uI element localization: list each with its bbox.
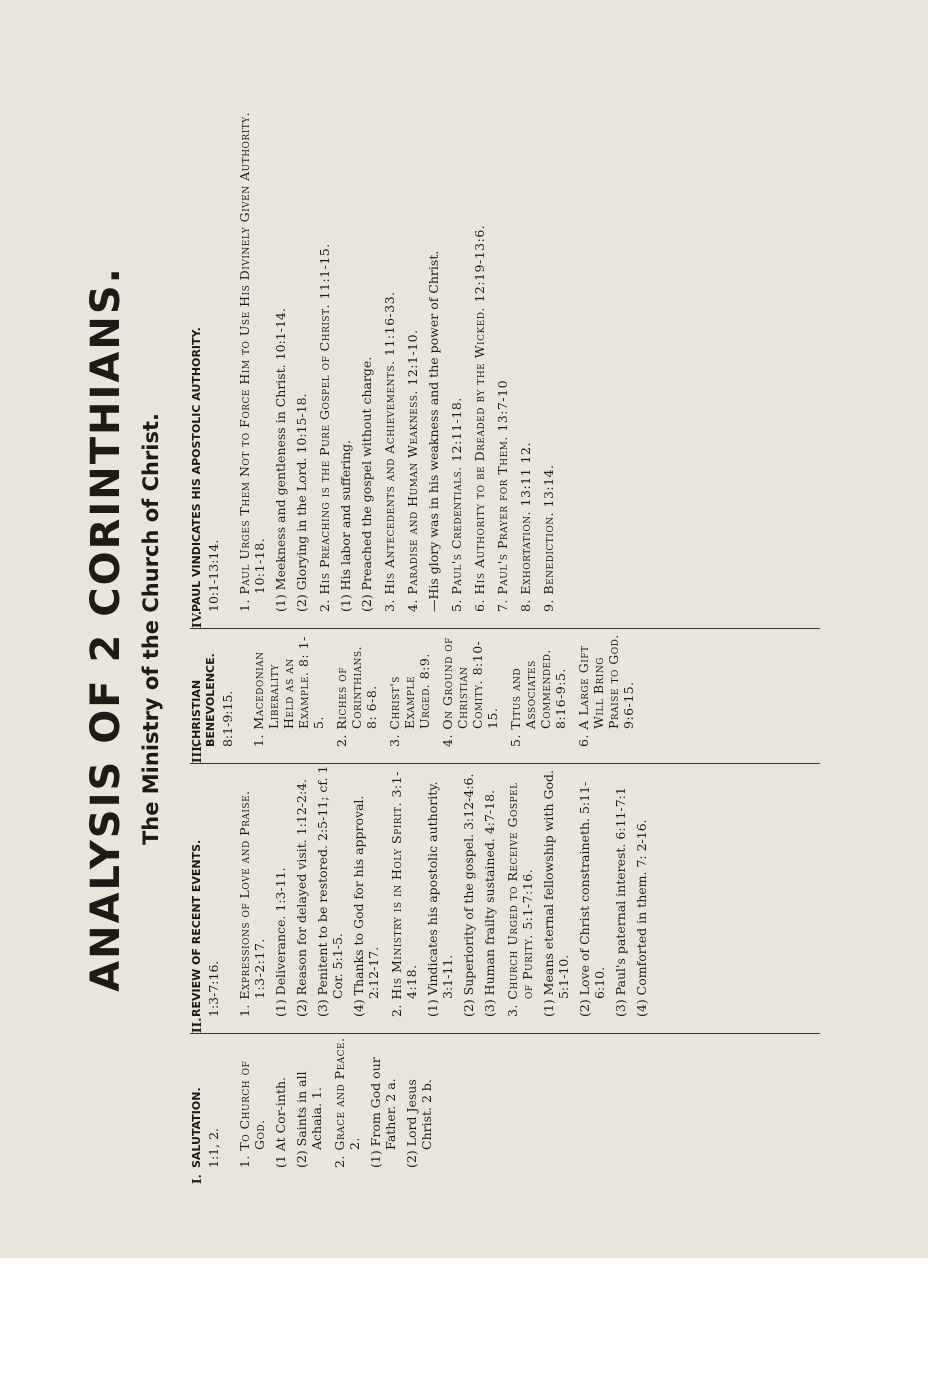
section-item: (2) Love of Christ constraineth. 5:11-6:10. [577, 781, 607, 1017]
column-salutation [190, 1034, 820, 1184]
section-item: (1 At Cor-inth. [273, 1077, 288, 1168]
outline-section [237, 1034, 324, 1168]
outline-section [405, 74, 441, 612]
section-item: (1) Means eternal fellowship with God. 5:1-10. [541, 770, 571, 1017]
outline-section [317, 74, 374, 612]
outline-section [505, 764, 649, 1017]
section-label: 5. Paul's Credentials. 12:11-18. [449, 397, 464, 612]
section-item: —His glory was in his weakness and the power of Christ. [426, 250, 441, 612]
rotated-page [80, 74, 820, 1184]
column-reference: 1:1, 2. [206, 1128, 221, 1168]
outline-section [576, 629, 636, 747]
section-item: (3) Paul's paternal interest. 6:11-7:1 [613, 787, 628, 1017]
column-reference: 10:1-13:14. [206, 539, 221, 612]
section-label: 4. On Ground of Christian Comity. 8:10-15. [440, 637, 500, 747]
section-label: 2. His Preaching is the Pure Gospel of Christ. 11:1-15. [317, 243, 332, 612]
outline-section [251, 629, 326, 747]
column-review [190, 764, 820, 1034]
outline-section [237, 74, 309, 612]
column-number: II. [190, 1017, 204, 1033]
section-item: (1) His labor and suffering. [338, 439, 353, 612]
column-number: I. [190, 1174, 204, 1184]
section-item: (1) Meekness and gentleness in Christ. 10:1-14. [273, 308, 288, 612]
outline-section [334, 629, 379, 747]
section-label: 3. Church Urged to Receive Gospel of Purity. 5:1-7:16. [505, 782, 535, 1017]
outline-section [382, 74, 397, 612]
column-heading: REVIEW OF RECENT EVENTS. [190, 839, 203, 1017]
outline-section [332, 1034, 434, 1168]
section-item: (2) Reason for delayed visit. 1:12-2:4. [294, 778, 309, 1017]
section-item: (2) Preached the gospel without charge. [359, 356, 374, 612]
outline-section [237, 764, 381, 1017]
section-label: 1. Macedonian Liberality Held as an Example. 8: 1-5. [251, 636, 326, 747]
section-label: 1. Paul Urges Them Not to Force Him to Use His Divinely Given Authority. 10:1-18. [237, 111, 267, 612]
section-item: (1) Deliverance. 1:3-11. [273, 867, 288, 1017]
page-subtitle: The Ministry of the Church of Christ. [139, 412, 163, 846]
section-item: (2) Superiority of the gospel. 3:12-4:6. [461, 773, 476, 1017]
section-item: (2) Lord Jesus Christ. 2 b. [404, 1079, 434, 1168]
column-heading: CHRISTIAN BENEVOLENCE. [190, 653, 217, 747]
section-item: (4) Comforted in them. 7: 2-16. [634, 819, 649, 1017]
section-label: 7. Paul's Prayer for Them. 13:7-10 [495, 379, 510, 612]
section-item: (3) Human frailty sustained. 4:7-18. [482, 789, 497, 1017]
section-item: (3) Penitent to be restored. 2:5-11; cf. 1 Cor. 5:1-5. [315, 765, 345, 1017]
section-item: (4) Thanks to God for his approval. 2:12-17. [351, 795, 381, 1017]
column-heading: PAUL VINDICATES HIS APOSTOLIC AUTHORITY. [190, 327, 203, 612]
outline-section [472, 74, 487, 612]
outline-section [440, 629, 500, 747]
section-item: (2) Saints in all Achaia. 1. [294, 1071, 324, 1168]
section-label: 6. His Authority to be Dreaded by the Wicked. 12:19-13:6. [472, 224, 487, 612]
outline-section [495, 74, 510, 612]
section-label: 1. Expressions of Love and Praise. 1:3-2:17. [237, 790, 267, 1017]
outline-section [387, 629, 432, 747]
section-label: 3. Christ's Example Urged. 8:9. [387, 653, 432, 747]
column-heading: SALUTATION. [190, 1087, 203, 1168]
outline-columns [190, 74, 820, 1184]
section-label: 8. Exhortation. 13:11 12. [518, 442, 533, 612]
column-reference: 1:3-7:16. [206, 960, 221, 1017]
column-number: III. [190, 741, 204, 763]
outline-section [508, 629, 568, 747]
section-label: 2. Grace and Peace. 2. [332, 1037, 362, 1168]
column-reference: 8:1-9:15. [220, 690, 235, 747]
column-vindication [190, 74, 820, 629]
outline-section [389, 764, 497, 1017]
section-label: 2. Riches of Corinthians. 8: 6-8. [334, 645, 379, 747]
section-item: (1) From God our Father. 2 a. [368, 1057, 398, 1168]
section-label: 3. His Antecedents and Achievements. 11:16-33. [382, 291, 397, 612]
section-item: (2) Glorying in the Lord. 10:15-18. [294, 393, 309, 612]
section-label: 6. A Large Gift Will Bring Praise to God. 9:6-15. [576, 634, 636, 747]
section-label: 2. His Ministry is in Holy Spirit. 3:1-4:18. [389, 771, 419, 1017]
page-title: ANALYSIS OF 2 CORINTHIANS. [83, 266, 129, 992]
section-label: 4. Paradise and Human Weakness. 12:1-10. [405, 329, 420, 612]
section-label: 5. Titus and Associates Commended. 8:16-9:5. [508, 649, 568, 747]
column-number: IV. [190, 610, 204, 628]
section-label: 1. To Church of God. [237, 1060, 267, 1168]
column-benevolence [190, 629, 820, 764]
outline-section [541, 74, 556, 612]
section-label: 9. Benediction. 13:14. [541, 464, 556, 612]
outline-section [518, 74, 533, 612]
outline-section [449, 74, 464, 612]
section-item: (1) Vindicates his apostolic authority. 3:1-11. [425, 781, 455, 1017]
